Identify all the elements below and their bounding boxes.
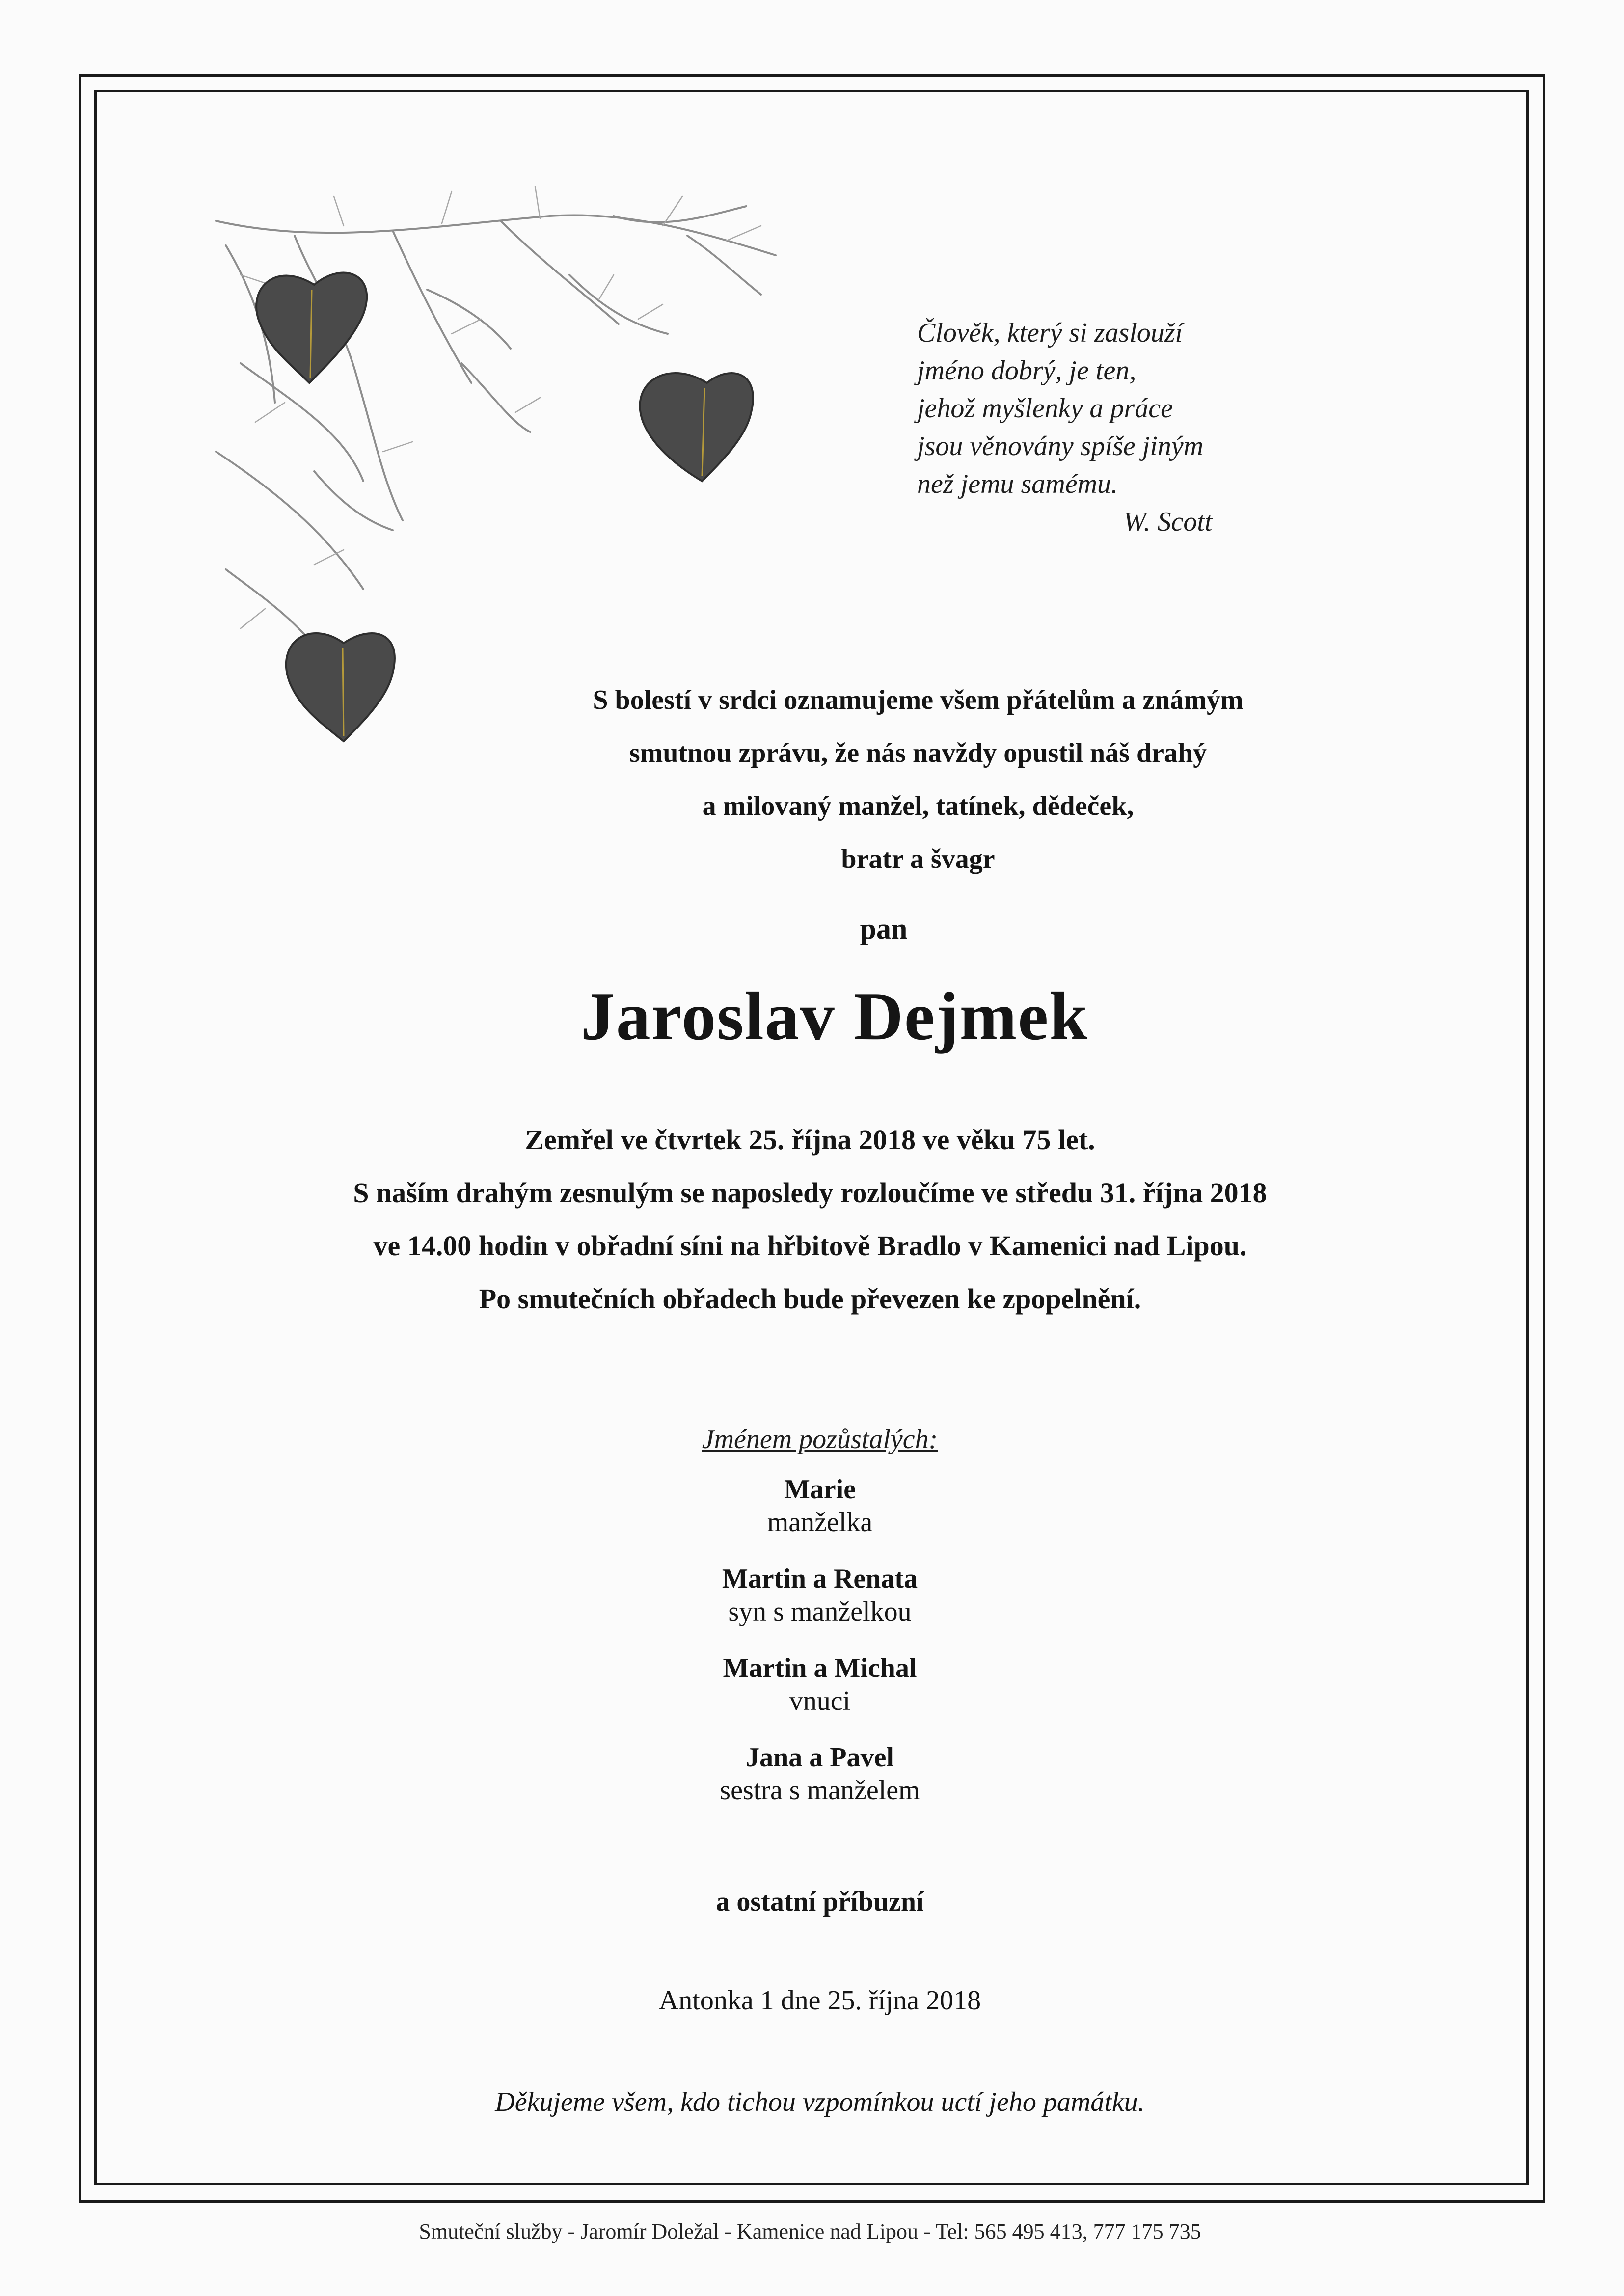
announcement-line: S bolestí v srdci oznamujeme všem přátelům a známým [593,685,1244,715]
deceased-name: Jaroslav Dejmek [580,978,1089,1054]
family-member [638,1651,1001,1717]
member-role: syn s manželkou [728,1596,912,1627]
quote-author: W. Scott [1123,507,1213,537]
other-relatives: a ostatní příbuzní [716,1887,924,1917]
salutation: pan [860,913,908,945]
member-role: vnuci [789,1686,851,1716]
details-line: Po smutečních obřadech bude převezen ke zpopelnění. [479,1283,1141,1315]
thanks-line: Děkujeme všem, kdo tichou vzpomínkou uctí jeho památku. [495,2087,1145,2117]
quote-line: Člověk, který si zaslouží [917,318,1183,348]
funeral-service-footer: Smuteční služby - Jaromír Doležal - Kamenice nad Lipou - Tel: 565 495 413, 777 175 735 [419,2219,1201,2243]
quote-line: jehož myšlenky a práce [917,393,1173,424]
member-name: Martin a Michal [723,1653,917,1683]
quote-line: než jemu samému. [917,469,1118,499]
member-role: manželka [767,1507,873,1538]
announcement-line: bratr a švagr [841,844,995,874]
details-line: S naším drahým zesnulým se naposledy rozloučíme ve středu 31. října 2018 [353,1177,1267,1209]
family-member [638,1473,1001,1539]
announcement-line: a milovaný manžel, tatínek, dědeček, [702,791,1134,821]
announcement-text [501,674,1335,886]
behalf-label: Jménem pozůstalých: [702,1424,938,1455]
quote-line: jsou věnovány spíše jiným [917,431,1204,461]
family-member [638,1741,1001,1807]
member-name: Martin a Renata [722,1564,918,1594]
member-role: sestra s manželem [720,1775,920,1806]
family-member [638,1562,1001,1628]
announcement-line: smutnou zprávu, že nás navždy opustil náš drahý [629,738,1207,768]
quote-line: jméno dobrý, je ten, [917,355,1137,386]
place-date: Antonka 1 dne 25. října 2018 [658,1985,981,2016]
family-list [638,1473,1001,1830]
details-line: Zemřel ve čtvrtek 25. října 2018 ve věku 75 let. [525,1124,1095,1156]
member-name: Marie [784,1474,856,1505]
epigraph-quote [917,314,1349,541]
details-line: ve 14.00 hodin v obřadní síni na hřbitově Bradlo v Kamenici nad Lipou. [373,1230,1247,1262]
funeral-details [147,1113,1473,1325]
member-name: Jana a Pavel [746,1742,894,1773]
